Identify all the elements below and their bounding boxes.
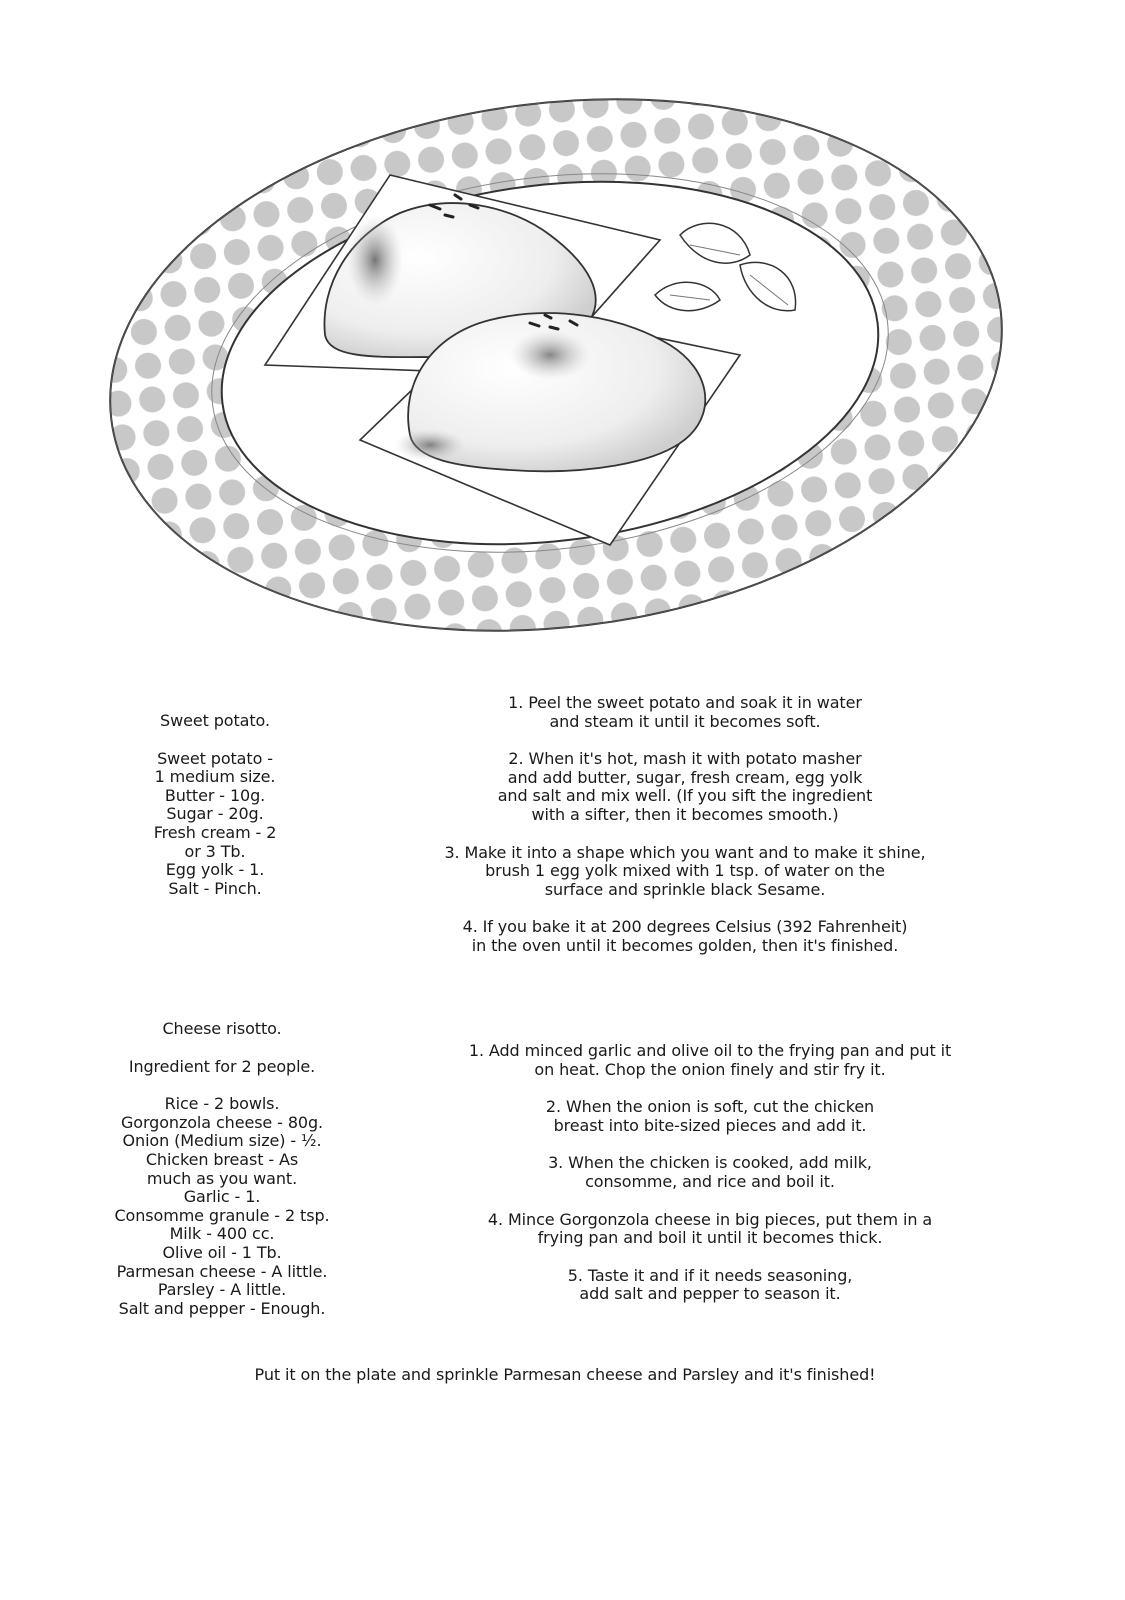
ingredient-item: Parmesan cheese - A little. (116, 1261, 328, 1281)
step: 1. Add minced garlic and olive oil to the frying pan and put it on heat. Chop the onion finely and stir fry it. (468, 1041, 952, 1079)
ingredient-item: Fresh cream - 2 (153, 822, 277, 842)
ingredient-item: Garlic - 1. (183, 1187, 261, 1207)
step: 3. When the chicken is cooked, add milk, consomme, and rice and boil it. (548, 1153, 872, 1191)
step: 5. Taste it and if it needs seasoning, add salt and pepper to season it. (567, 1265, 853, 1304)
ingredient-item: Butter - 10g. (164, 785, 266, 805)
ingredient-item: Chicken breast - As (145, 1149, 299, 1169)
sweet-potato-ingredients (95, 712, 335, 898)
step: 2. When it's hot, mash it with potato masher and add butter, sugar, fresh cream, egg yolk and salt and mix well. (If you sift the ingredient with a sifter, then it becomes smooth.) (497, 749, 873, 824)
ingredient-item: Rice - 2 bowls. (164, 1094, 280, 1114)
ingredient-item: Sugar - 20g. (166, 804, 264, 824)
ingredient-item: Sweet potato - (157, 748, 273, 768)
ingredient-item: Consomme granule - 2 tsp. (114, 1205, 330, 1225)
step: 2. When the onion is soft, cut the chicken breast into bite-sized pieces and add it. (545, 1097, 875, 1135)
serving-note: Ingredient for 2 people. (128, 1056, 316, 1076)
ingredient-item: much as you want. (146, 1168, 298, 1188)
cheese-risotto-steps (420, 1042, 1000, 1304)
ingredient-item: Gorgonzola cheese - 80g. (120, 1112, 324, 1132)
ingredient-item: Parsley - A little. (157, 1280, 287, 1300)
ingredient-item: Salt and pepper - Enough. (118, 1298, 326, 1318)
sweet-potato-steps (400, 694, 970, 956)
step: 1. Peel the sweet potato and soak it in water and steam it until it becomes soft. (508, 693, 862, 731)
step: 3. Make it into a shape which you want and to make it shine, brush 1 egg yolk mixed with 1 tsp. of water on the surface and sprinkle black Sesame. (444, 842, 926, 899)
ingredient-item: Egg yolk - 1. (165, 860, 265, 880)
ingredient-item: or 3 Tb. (184, 841, 246, 861)
final-note (150, 1366, 980, 1385)
step: 4. If you bake it at 200 degrees Celsius (392 Fahrenheit) in the oven until it becomes golden, then it's finished. (462, 917, 908, 955)
recipe-title: Cheese risotto. (162, 1019, 282, 1038)
plate-illustration (100, 95, 1020, 665)
ingredient-item: 1 medium size. (154, 767, 276, 787)
step: 4. Mince Gorgonzola cheese in big pieces, put them in a frying pan and boil it until it becomes thick. (487, 1209, 933, 1248)
final-note-text: Put it on the plate and sprinkle Parmesan cheese and Parsley and it's finished! (254, 1365, 876, 1384)
ingredient-item: Salt - Pinch. (168, 878, 262, 898)
recipe-title: Sweet potato. (160, 711, 270, 730)
cheese-risotto-ingredients (92, 1020, 352, 1318)
ingredient-item: Olive oil - 1 Tb. (162, 1242, 282, 1262)
ingredient-item: Onion (Medium size) - ½. (122, 1131, 322, 1151)
ingredient-item: Milk - 400 cc. (169, 1224, 275, 1244)
